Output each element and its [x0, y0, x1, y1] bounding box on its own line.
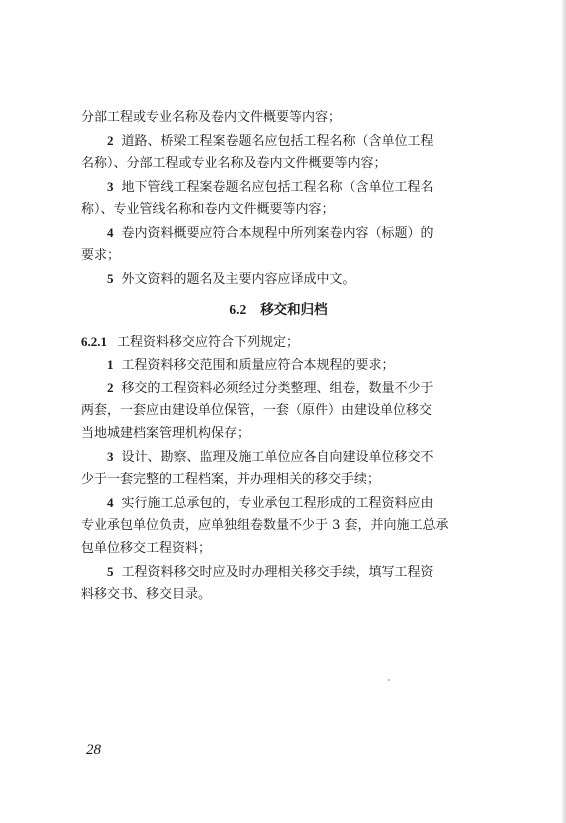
line-text: 卷内资料概要应符合本规程中所列案卷内容（标题）的 — [121, 226, 434, 241]
line-text: 地下管线工程案卷题名应包括工程名称（含单位工程名 — [121, 180, 434, 195]
clause-number: 6.2.1 — [81, 334, 107, 349]
text-line — [81, 537, 476, 560]
item-number: 3 — [107, 449, 114, 464]
text-line — [81, 491, 476, 514]
item-number: 1 — [107, 357, 114, 372]
text-line — [81, 560, 476, 583]
text-line — [81, 376, 476, 399]
text-line — [81, 175, 476, 198]
line-text: 道路、桥梁工程案卷题名应包括工程名称（含单位工程 — [121, 134, 434, 149]
text-line — [81, 468, 476, 491]
clause-text: 工程资料移交应符合下列规定； — [117, 335, 300, 350]
line-text: 要求； — [81, 248, 121, 263]
line-text: 外文资料的题名及主要内容应译成中文。 — [121, 272, 356, 287]
line-text: 工程资料移交时应及时办理相关移交手续，填写工程资 — [121, 565, 434, 580]
text-line — [81, 583, 476, 606]
text-line — [81, 244, 476, 267]
item-number: 4 — [107, 495, 114, 510]
line-text: 当地城建档案管理机构保存； — [81, 426, 251, 441]
line-text: 名称）、分部工程或专业名称及卷内文件概要等内容； — [81, 156, 387, 171]
text-line — [81, 129, 476, 152]
text-line — [81, 267, 476, 290]
item-number: 3 — [107, 179, 114, 194]
section-title: 移交和归档 — [260, 302, 328, 318]
section-number: 6.2 — [229, 302, 247, 317]
text-line — [81, 221, 476, 244]
item-number: 5 — [107, 271, 114, 286]
line-text: 专业承包单位负责，应单独组卷数量不少于 3 套，并向施工总承 — [81, 518, 449, 533]
text-line — [81, 106, 476, 129]
line-text: 料移交书、移交目录。 — [81, 587, 212, 602]
line-text: 称）、专业管线名称和卷内文件概要等内容； — [81, 202, 335, 217]
text-line — [81, 198, 476, 221]
line-text: 分部工程或专业名称及卷内文件概要等内容； — [81, 110, 342, 125]
text-line — [81, 422, 476, 445]
body-text — [81, 106, 476, 606]
item-number: 2 — [107, 133, 114, 148]
line-text: 两套，一套应由建设单位保管，一套（原件）由建设单位移交 — [81, 403, 433, 418]
clause-line — [81, 330, 476, 353]
page-edge-shadow — [562, 0, 566, 823]
text-line — [81, 445, 476, 468]
text-line — [81, 353, 476, 376]
line-text: 移交的工程资料必须经过分类整理、组卷，数量不少于 — [121, 381, 434, 396]
page-number: 28 — [86, 742, 101, 758]
line-text: 工程资料移交范围和质量应符合本规程的要求； — [121, 358, 395, 373]
section-heading — [81, 292, 476, 328]
line-text: 少于一套完整的工程档案，并办理相关的移交手续； — [81, 472, 381, 487]
text-line — [81, 399, 476, 422]
line-text: 设计、勘察、监理及施工单位应各自向建设单位移交不 — [121, 450, 434, 465]
text-line — [81, 152, 476, 175]
item-number: 5 — [107, 564, 114, 579]
scan-speck — [388, 679, 390, 681]
list-before-section — [81, 106, 476, 290]
list-after-section — [81, 353, 476, 606]
text-line — [81, 514, 476, 537]
line-text: 包单位移交工程资料； — [81, 541, 212, 556]
line-text: 实行施工总承包的，专业承包工程形成的工程资料应由 — [121, 496, 434, 511]
item-number: 2 — [107, 380, 114, 395]
item-number: 4 — [107, 225, 114, 240]
